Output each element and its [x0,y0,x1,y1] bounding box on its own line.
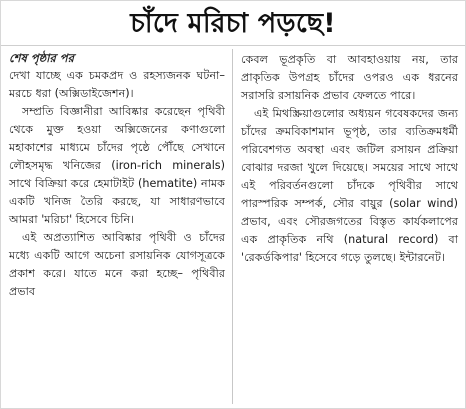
article-columns [1,47,465,408]
headline-bar [1,1,465,46]
left-paragraph-1: দেখা যাচ্ছে এক চমকপ্রদ ও রহস্যজনক ঘটনা– মরচে ধরা (অক্সিডাইজেশন)। [9,69,225,100]
continuation-label: শেষ পৃষ্ঠার পর [9,51,74,65]
left-column [1,47,232,408]
right-column [233,47,465,408]
article-headline: চাঁদে মরিচা পড়ছে! [130,7,336,39]
left-paragraph-2: সম্প্রতি বিজ্ঞানীরা আবিষ্কার করেছেন পৃথিবী থেকে মুক্ত হওয়া অক্সিজেনের কণাগুলো মহাকাশের মাধ্যমে চাঁদের পৃষ্ঠে পৌঁছে সেখানে লৌহসমৃদ্ধ খনিজের (iron-rich minerals) সাথে বিক্রিয়া করে হেমাটাইট (hematite) নামক একটি খনিজ তৈরি করছে, যা সাধারণভাবে আমরা 'মরিচা' হিসেবে চিনি। [9,105,225,226]
right-paragraph-2: এই মিথস্ক্রিয়াগুলোর অধ্যয়ন গবেষকদের জন্য চাঁদের ক্রমবিকাশমান ভূপৃষ্ঠ, তার ব্যতিক্রমধর্মী পরিবেশগত অবস্থা এবং জটিল রসায়ন প্রক্রিয়া বোঝার দরজা খুলে দিয়েছে। সময়ের সাথে সাথে এই পরিবর্তনগুলো চাঁদকে পৃথিবীর সাথে পারস্পরিক সম্পর্ক, সৌর বায়ুর (solar wind) প্রভাব, এবং সৌরজগতের বিস্তৃত কার্যকলাপের এক প্রাকৃতিক নথি (natural record) বা 'রেকর্ডকিপার' হিসেবে গড়ে তুলছে। ইন্টারনেট। [241,107,458,264]
right-paragraph-1: কেবল ভূপ্রকৃতি বা আবহাওয়ায় নয়, তার প্রাকৃতিক উপগ্রহ চাঁদের ওপরও এক ধরনের সরাসরি রসায়নিক প্রভাব ফেলতে পারে। [241,53,458,102]
left-paragraph-3: এই অপ্রত্যাশিত আবিষ্কার পৃথিবী ও চাঁদের মধ্যে একটি আগে অচেনা রসায়নিক যোগসূত্রকে প্রকাশ করে। যাতে মনে করা হচ্ছে– পৃথিবীর প্রভাব [9,231,225,298]
